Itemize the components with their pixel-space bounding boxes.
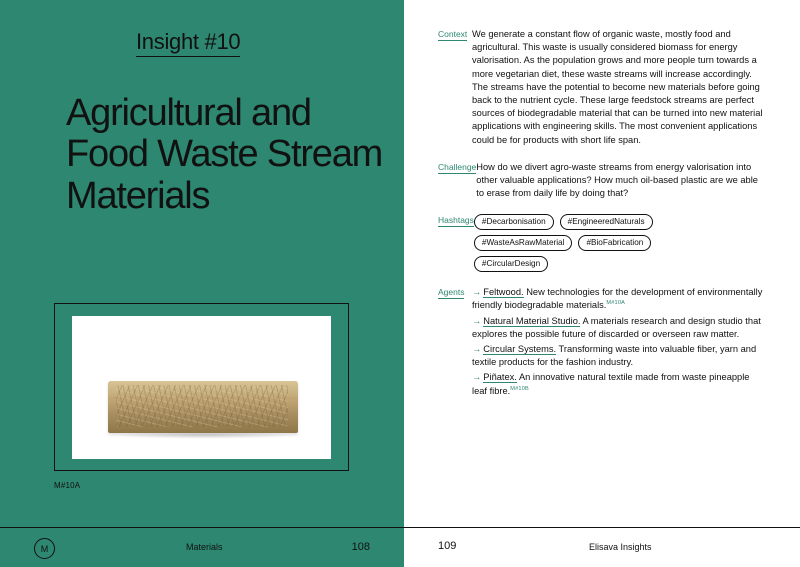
hashtag-chip[interactable]: #CircularDesign xyxy=(474,256,548,272)
agent-link[interactable]: Circular Systems. xyxy=(483,344,557,355)
agent-description: Transforming waste into valuable fiber, yarn and textile products for the fashion industry. xyxy=(472,344,757,368)
hashtags-body xyxy=(474,214,800,272)
right-page xyxy=(404,0,800,567)
right-page-number: 109 xyxy=(438,540,457,552)
agent-description: An innovative natural textile made from waste pineapple leaf fibre. xyxy=(472,372,750,396)
insight-number: Insight #10 xyxy=(136,30,240,57)
arrow-right-icon: → xyxy=(472,315,482,326)
agent-reference: M#10B xyxy=(510,385,529,392)
list-item xyxy=(472,315,766,341)
figure-image xyxy=(72,316,331,459)
agents-label: Agents xyxy=(438,287,465,298)
page-title: Agricultural and Food Waste Stream Materials xyxy=(66,92,383,217)
material-block xyxy=(108,381,298,433)
agents-body xyxy=(472,286,800,400)
hashtag-chip[interactable]: #Decarbonisation xyxy=(474,214,554,230)
challenge-row xyxy=(404,161,800,201)
left-page-number: 108 xyxy=(351,541,370,553)
list-item xyxy=(472,343,766,369)
agent-link[interactable]: Piñatex. xyxy=(483,372,517,383)
agent-link[interactable]: Natural Material Studio. xyxy=(483,315,581,326)
content-rows xyxy=(404,28,800,414)
hashtag-list xyxy=(474,214,724,272)
agents-row xyxy=(404,286,800,400)
arrow-right-icon: → xyxy=(472,344,482,355)
agent-reference: M#10A xyxy=(606,300,626,307)
hashtag-chip[interactable]: #BioFabrication xyxy=(578,235,651,251)
hashtag-chip[interactable]: #WasteAsRawMaterial xyxy=(474,235,573,251)
context-label: Context xyxy=(438,29,468,39)
hashtag-chip[interactable]: #EngineeredNaturals xyxy=(560,214,653,230)
context-row xyxy=(404,28,800,147)
list-item xyxy=(472,371,766,397)
agent-description: New technologies for the development of environmentally friendly biodegradable materials. xyxy=(472,287,763,311)
right-page-footer xyxy=(404,527,800,567)
figure-frame xyxy=(54,303,349,471)
left-footer-section: Materials xyxy=(186,542,223,552)
left-page-footer xyxy=(0,527,404,567)
agent-link[interactable]: Feltwood. xyxy=(483,287,524,298)
arrow-right-icon: → xyxy=(472,287,482,298)
agent-description: A materials research and design studio that explores the possible future of discarded or overseen raw matter. xyxy=(472,315,761,339)
challenge-text: How do we divert agro-waste streams from energy valorisation into other valuable applications? How much oil-based plastic are we able to erase from daily life by doing that? xyxy=(476,161,758,199)
hashtags-row xyxy=(404,214,800,272)
context-text: We generate a constant flow of organic waste, mostly food and agricultural. This waste is usually considered biomass for energy valorisation. As the population grows and more people turn towards a more vegetarian diet, these waste streams will increase accordingly. The streams have the potential to become new materials before going back to the nutrient cycle. These large feedstock streams are perfect sources of biodegradable material that can be turned into new material applications with engineering skills. The most convenient applications could be for products with short life span. xyxy=(472,29,763,145)
materials-badge-icon: M xyxy=(34,538,55,559)
right-footer-title: Elisava Insights xyxy=(589,542,652,552)
figure-caption: M#10A xyxy=(54,481,81,490)
arrow-right-icon: → xyxy=(472,372,482,383)
list-item xyxy=(472,286,766,312)
hashtags-label: Hashtags xyxy=(438,215,474,226)
challenge-label: Challenge xyxy=(438,161,477,172)
